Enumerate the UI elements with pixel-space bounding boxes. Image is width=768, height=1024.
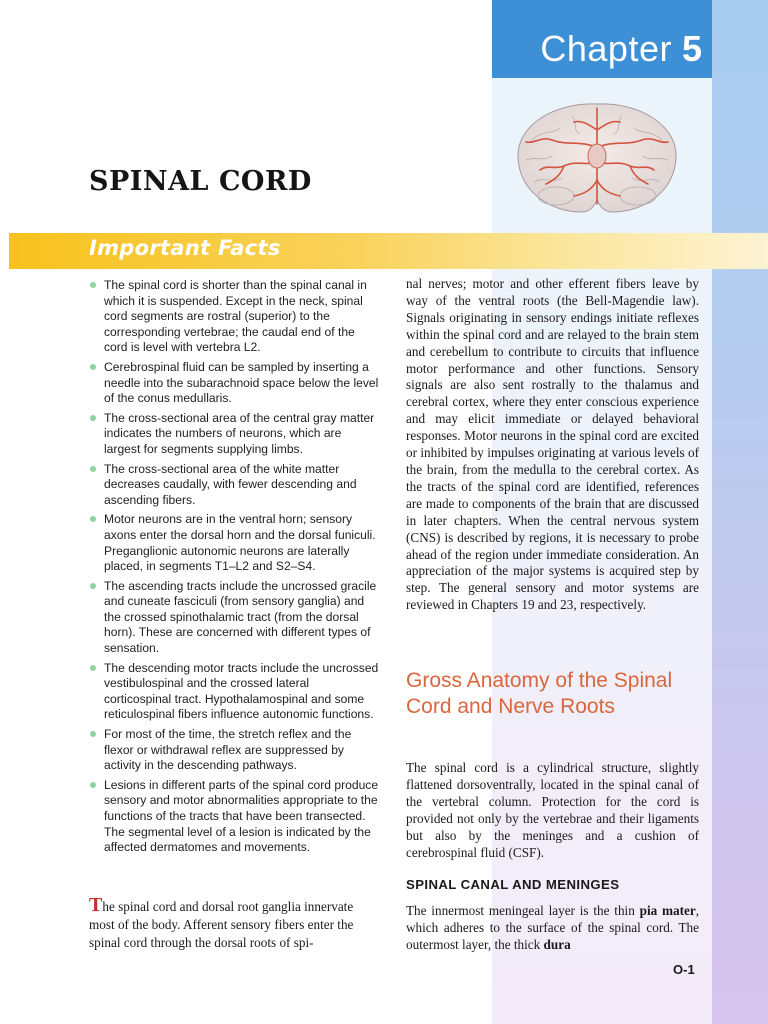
body-paragraph-3 xyxy=(406,903,699,954)
intro-text: he spinal cord and dorsal root ganglia innervate most of the body. Afferent sensory fibers enter the spinal cord through the dorsal roots of spi- xyxy=(89,899,354,950)
fact-item xyxy=(89,512,379,574)
fact-text: Lesions in different parts of the spinal cord produce sensory and motor abnormalities appropriate to the functions of the tracts that have been transected. The segmental level of a lesion is indicated by the affected dermatomes and movements. xyxy=(104,777,379,855)
section-heading: Gross Anatomy of the Spinal Cord and Nerve Roots xyxy=(406,669,673,718)
bullet-icon xyxy=(90,466,96,472)
brain-illustration xyxy=(512,100,682,216)
chapter-label-box xyxy=(492,0,712,78)
bullet-icon xyxy=(90,665,96,671)
fact-item xyxy=(89,579,379,657)
bullet-icon xyxy=(90,364,96,370)
term-pia-mater: pia mater xyxy=(639,903,696,918)
subheading-spinal-canal: SPINAL CANAL AND MENINGES xyxy=(406,877,620,892)
drop-cap: T xyxy=(89,894,103,916)
fact-text: The cross-sectional area of the central gray matter indicates the numbers of neurons, which are largest for segments supplying limbs. xyxy=(104,410,375,456)
intro-paragraph xyxy=(89,894,381,952)
body-paragraph-1: nal nerves; motor and other efferent fibers leave by way of the ventral roots (the Bell-Magendie law). Signals originating in sensory endings initiate reflexes within the spinal cord and are relayed to the brain stem and cerebellum to contribute to circuits that influence motor performance and other functions. Sensory signals are also sent rostrally to the thalamus and cerebral cortex, where they enter conscious experience and may elicit immediate or delayed behavioral responses. Motor neurons in the spinal cord are excited or inhibited by impulses originating at various levels of the brain, from the medulla to the cerebral cortex. As the tracts of the spinal cord are identified, references are made to components of the brain that are discussed in later chapters. When the central nervous system (CNS) is described by regions, it is necessary to probe ahead of the region under immediate consideration. An appreciation of the major systems is acquired step by step. The general sensory and motor systems are reviewed in Chapters 19 and 23, respectively. xyxy=(406,276,699,613)
fact-item xyxy=(89,661,379,723)
fact-text: Cerebrospinal fluid can be sampled by inserting a needle into the subarachnoid space below the level of the conus medullaris. xyxy=(104,359,379,406)
facts-list xyxy=(89,278,379,860)
fact-item xyxy=(89,778,379,856)
fact-item xyxy=(89,462,379,509)
fact-item xyxy=(89,727,379,774)
bullet-icon xyxy=(90,282,96,288)
bullet-icon xyxy=(90,516,96,522)
bullet-icon xyxy=(90,782,96,788)
p3-text-1: The innermost meningeal layer is the thin xyxy=(406,903,640,918)
chapter-word: Chapter xyxy=(540,28,672,69)
chapter-title: SPINAL CORD xyxy=(89,166,312,197)
fact-text: For most of the time, the stretch reflex and the flexor or withdrawal reflex are suppressed by activity in the descending pathways. xyxy=(104,727,352,773)
chapter-number: 5 xyxy=(681,28,702,69)
p3-text-2: , which adheres to the surface of the spinal cord. The outermost layer, the thick xyxy=(406,903,699,952)
bullet-icon xyxy=(90,731,96,737)
fact-text: Motor neurons are in the ventral horn; sensory axons enter the dorsal horn and the dorsal funiculi. Preganglionic autonomic neurons are laterally placed, in segments T1–L2 and S2–S4. xyxy=(104,512,376,574)
fact-text: The spinal cord is shorter than the spinal canal in which it is suspended. Except in the neck, spinal cord segments are rostral (superior) to the corresponding vertebrae; the caudal end of the cord is level with vertebra L2. xyxy=(104,278,367,355)
page-number: O-1 xyxy=(673,962,695,977)
fact-item xyxy=(89,411,379,458)
fact-text: The ascending tracts include the uncrossed gracile and cuneate fasciculi (from sensory ganglia) and the crossed spinothalamic tract (from the dorsal horn). These are concerned with different types of sensation. xyxy=(104,578,377,656)
right-color-strip xyxy=(712,0,768,1024)
fact-item xyxy=(89,360,379,407)
important-facts-heading: Important Facts xyxy=(89,236,281,260)
fact-text: The descending motor tracts include the uncrossed vestibulospinal and the crossed lateral corticospinal tract. Hypothalamospinal and some reticulospinal fibers influence autonomic functions. xyxy=(104,660,379,722)
fact-text: The cross-sectional area of the white matter decreases caudally, with fewer descending and ascending fibers. xyxy=(104,461,357,507)
body-paragraph-2: The spinal cord is a cylindrical structure, slightly flattened dorsoventrally, located in the spinal canal of the vertebral column. Protection for the cord is provided not only by the vertebrae and their ligaments but also by the meninges and a cushion of cerebrospinal fluid (CSF). xyxy=(406,760,699,860)
term-dura: dura xyxy=(543,936,571,952)
bullet-icon xyxy=(90,415,96,421)
fact-item xyxy=(89,278,379,356)
bullet-icon xyxy=(90,583,96,589)
